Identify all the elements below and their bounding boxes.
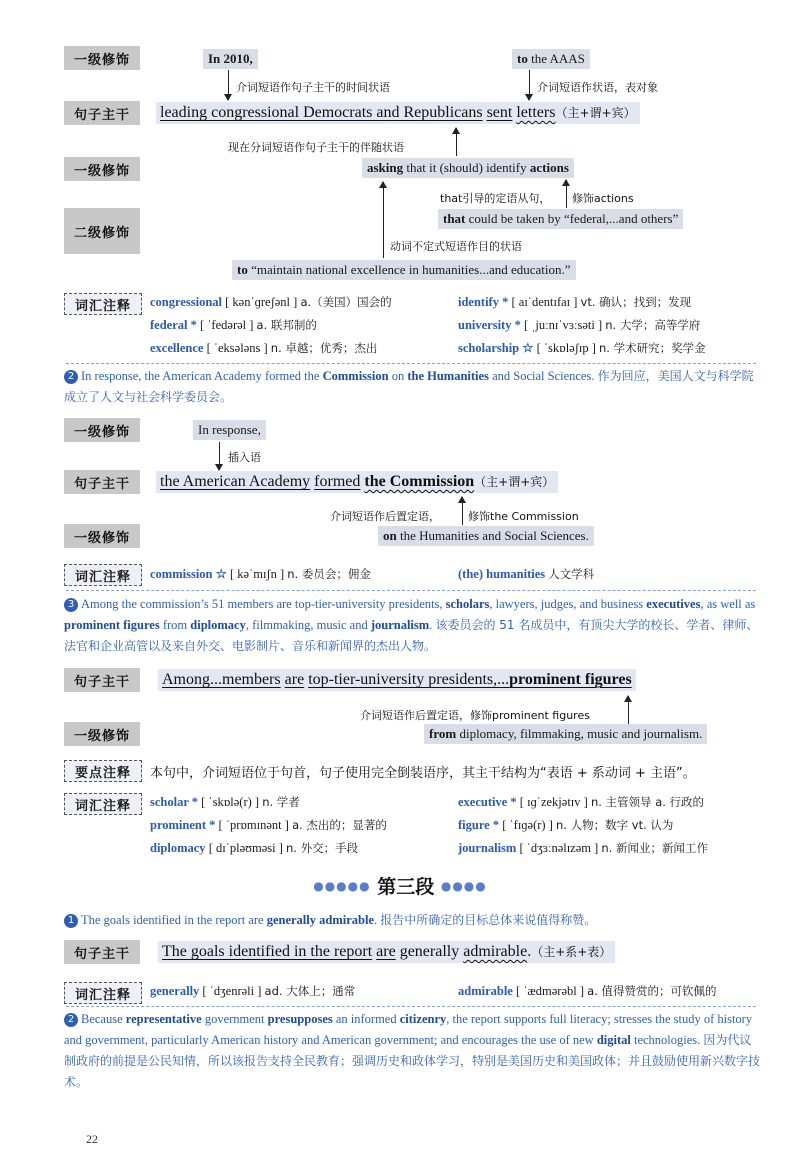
p5-text: , the report supports full literacy; stresses the study of history and government, particularly American history and American government; and encourages the use of new (64, 1012, 753, 1047)
vocab1-excellence (150, 340, 377, 356)
vocab3-executive (458, 794, 704, 810)
vocab3-word: figure * (458, 818, 500, 832)
p2-bold: Commission (322, 369, 389, 383)
chip-that-clause (438, 209, 683, 229)
main1-verb: sent (486, 104, 513, 121)
vocab3-phon: [ ˈprɒmɪnənt ] (218, 818, 289, 832)
vocab1-def: a.（美国）国会的 (300, 295, 392, 309)
p3-bold: scholars (445, 597, 490, 611)
vocab1-phon: [ kənˈɡreʃənl ] (225, 295, 298, 309)
label-level1-modifier: 一级修饰 (64, 46, 140, 70)
p5-bold: representative (125, 1012, 202, 1026)
vocab2-word: (the) humanities (458, 567, 546, 581)
label-main-clause-4: 句子主干 (64, 940, 140, 964)
p3-bold: journalism (370, 618, 430, 632)
title-dots-left: ●●●●● (313, 879, 371, 893)
section-title (0, 872, 800, 899)
chip-that-word: that (443, 211, 466, 226)
chip-that-rest: could be taken by “federal,...and others” (465, 211, 679, 226)
vocab1-def: n. 卓越；优秀；杰出 (270, 341, 378, 355)
p3-bold: prominent figures (64, 618, 160, 632)
p3-bold: executives (646, 597, 701, 611)
p5-bold: citizenry (399, 1012, 447, 1026)
section-title-text: 第三段 (377, 876, 435, 898)
label-main-clause-1: 句子主干 (64, 101, 140, 125)
vocab1-phon: [ ˈfedərəl ] (199, 318, 254, 332)
vocab3-phon: [ dɪˈpləʊməsi ] (208, 841, 283, 855)
vocab3-prominent (150, 817, 387, 833)
label-main-clause-3: 句子主干 (64, 668, 140, 692)
main3-subject-b: prominent figures (509, 671, 632, 688)
sentence-number: 3 (64, 598, 78, 612)
p3-text: , as well as (700, 597, 756, 611)
vocab1-word: excellence (150, 341, 204, 355)
label-level1-modifier-2: 一级修饰 (64, 157, 140, 181)
p4-text: The goals identified in the report are (81, 913, 267, 927)
vocab1-phon: [ ˌjuːnɪˈvɜːsəti ] (523, 318, 603, 332)
main3-verb: are (284, 671, 305, 688)
arrow-down-insert (219, 442, 220, 470)
vocab2-word: commission ☆ (150, 567, 227, 581)
vocab3-def: a. 杰出的；显著的 (292, 818, 387, 832)
vocab1-phon: [ ˈskɒləʃɪp ] (536, 341, 596, 355)
label-vocab-3: 词汇注释 (64, 793, 142, 815)
vocab1-word: identify * (458, 295, 509, 309)
paragraph-2-sentence-2 (64, 366, 760, 408)
label-level1-modifier-5: 一级修饰 (64, 722, 140, 746)
p2-translation: 作为回应，美国人文与科学院成立了人文与社会科学委员会。 (64, 369, 754, 404)
key-note-text: 本句中，介词短语位于句首，句子使用完全倒装语序，其主干结构为“表语 + 系动词 + 主语”。 (150, 766, 696, 781)
vocab3-def: n. 外交；手段 (286, 841, 359, 855)
separator-2 (66, 590, 756, 591)
chip-to-maintain (232, 260, 576, 280)
vocab3-phon: [ ˈskɒlə(r) ] (201, 795, 260, 809)
label-vocab-2: 词汇注释 (64, 564, 142, 586)
note-modify-actions: 修饰actions (572, 192, 634, 205)
arrow-up-participle (456, 128, 457, 156)
chip-from-diplomacy (424, 724, 707, 744)
sentence-number: 2 (64, 1013, 78, 1027)
main4-tag: （主+系+表） (531, 945, 612, 959)
chip-asking (362, 158, 574, 178)
main3-predicative: Among...members (162, 671, 281, 688)
main1-object: letters (516, 104, 556, 121)
p3-text: from (159, 618, 191, 632)
chip-to-word: to (237, 262, 248, 277)
p5-bold: digital (596, 1033, 631, 1047)
vocab1-federal (150, 317, 317, 333)
separator-4 (66, 1006, 756, 1007)
vocab1-def: vt. 确认；找到；发现 (580, 295, 692, 309)
chip-asking-word: asking (367, 160, 404, 175)
note-participle: 现在分词短语作句子主干的伴随状语 (228, 141, 404, 154)
vocab1-def: n. 大学；高等学府 (605, 318, 701, 332)
p3-text: , lawyers, judges, and business (489, 597, 647, 611)
vocab1-congressional (150, 294, 392, 310)
note-that-clause (440, 190, 550, 206)
main3-subject-a: top-tier-university presidents,... (308, 671, 510, 688)
p2-bold: the Humanities (407, 369, 489, 383)
vocab3-def: n. 新闻业；新闻工作 (601, 841, 709, 855)
vocab3-diplomacy (150, 840, 358, 856)
vocab1-word: congressional (150, 295, 222, 309)
main2-object: the Commission (364, 473, 475, 490)
sentence-number: 2 (64, 370, 78, 384)
main-clause-1 (156, 102, 640, 124)
vocab3-word: journalism (458, 841, 517, 855)
main-clause-3 (158, 669, 636, 691)
note-modify-commission: 修饰the Commission (468, 510, 579, 523)
main4-adverb: generally (399, 943, 460, 960)
note-post-attributive-3: 介词短语作后置定语，修饰prominent figures (360, 709, 590, 722)
p5-text: government (201, 1012, 268, 1026)
vocab1-phon: [ aɪˈdentɪfaɪ ] (511, 295, 578, 309)
p5-text: an informed (332, 1012, 400, 1026)
vocab3-def: n. 人物；数字 vt. 认为 (556, 818, 674, 832)
main-clause-2 (156, 471, 558, 493)
label-vocab-4: 词汇注释 (64, 982, 142, 1004)
arrow-down-time (228, 70, 229, 100)
vocab3-phon: [ ˈfɪɡə(r) ] (502, 818, 553, 832)
chip-in-2010: In 2010, (203, 49, 258, 69)
main4-predicative: admirable (463, 943, 528, 960)
paragraph-3-sentence-1 (64, 910, 760, 931)
vocab3-word: prominent * (150, 818, 216, 832)
chip-on-rest: the Humanities and Social Sciences. (396, 528, 589, 543)
main4-period: . (527, 943, 532, 960)
vocab1-word: scholarship ☆ (458, 341, 534, 355)
main2-tag: （主+谓+宾） (474, 475, 555, 489)
arrow-up-that-clause (566, 180, 567, 208)
page-number: 22 (86, 1132, 98, 1146)
vocab4-def: ad. 大体上；通常 (264, 984, 356, 998)
vocab3-word: scholar * (150, 795, 199, 809)
vocab3-word: executive * (458, 795, 517, 809)
vocab3-word: diplomacy (150, 841, 206, 855)
label-main-clause-2: 句子主干 (64, 470, 140, 494)
vocab4-phon: [ ˈædmərəbl ] (515, 984, 585, 998)
main-clause-4 (158, 941, 615, 963)
note-that-clause-a: that引导的定语从句， (440, 192, 551, 205)
chip-to-the-aaas: to the AAAS (512, 49, 590, 69)
p2-text: In response, the American Academy formed the (81, 369, 323, 383)
chip-from-rest: diplomacy, filmmaking, music and journalism. (456, 726, 703, 741)
chip-on-humanities (378, 526, 594, 546)
vocab2-def: n. 委员会；佣金 (287, 567, 371, 581)
vocab3-scholar (150, 794, 300, 810)
label-key-note: 要点注释 (64, 760, 142, 782)
vocab1-word: university * (458, 318, 521, 332)
note-insertion: 插入语 (228, 451, 261, 464)
vocab4-generally (150, 983, 355, 999)
note-time-adverbial: 介词短语作句子主干的时间状语 (236, 81, 390, 94)
vocab3-figure (458, 817, 673, 833)
main1-tag: （主+谓+宾） (555, 106, 636, 120)
main4-verb: are (376, 943, 396, 960)
chip-aaas-text: the AAAS (527, 51, 585, 66)
p5-bold: presupposes (267, 1012, 333, 1026)
paragraph-3-sentence-2 (64, 1009, 760, 1093)
p2-text: and Social Sciences. (488, 369, 598, 383)
note-post-attributive: 介词短语作后置定语， (330, 510, 440, 523)
p2-text: on (388, 369, 408, 383)
p4-bold: generally admirable (266, 913, 374, 927)
vocab2-commission (150, 566, 371, 582)
p4-text: . (373, 913, 381, 927)
label-level1-modifier-3: 一级修饰 (64, 418, 140, 442)
chip-in-response: In response, (193, 420, 266, 440)
main2-subject: the American Academy (160, 473, 311, 490)
arrow-up-post-3 (628, 696, 629, 724)
label-vocab-1: 词汇注释 (64, 293, 142, 315)
vocab3-def: n. 主管领导 a. 行政的 (590, 795, 705, 809)
main1-subject: leading congressional Democrats and Republicans (160, 104, 483, 121)
vocab1-def: a. 联邦制的 (256, 318, 317, 332)
vocab3-def: n. 学者 (262, 795, 300, 809)
chip-to-rest: “maintain national excellence in humanities...and education.” (247, 262, 571, 277)
p5-text: Because (81, 1012, 126, 1026)
arrow-down-object (529, 70, 530, 100)
vocab3-phon: [ ˈdʒɜːnəlɪzəm ] (519, 841, 599, 855)
vocab2-def: 人文学科 (548, 567, 595, 581)
chip-asking-rest: that it (should) identify (403, 160, 530, 175)
vocab1-word: federal * (150, 318, 197, 332)
p3-bold: diplomacy (190, 618, 246, 632)
vocab1-university (458, 317, 700, 333)
sentence-number: 1 (64, 914, 78, 928)
vocab4-phon: [ ˈdʒenrəli ] (202, 984, 262, 998)
arrow-up-infinitive (383, 182, 384, 258)
vocab3-phon: [ ɪɡˈzekjətɪv ] (519, 795, 588, 809)
label-level1-modifier-4: 一级修饰 (64, 524, 140, 548)
p3-text: , filmmaking, music and (245, 618, 371, 632)
vocab4-word: admirable (458, 984, 513, 998)
vocab1-identify (458, 294, 691, 310)
p3-text: . (429, 618, 436, 632)
vocab1-scholarship (458, 340, 706, 356)
p5-translation: 因为代议制政府的前提是公民知情，所以该报告支持全民教育；强调历史和政体学习，特别是美国历史和美国政体；并且鼓励使用新兴数字技术。 (64, 1033, 761, 1089)
vocab3-journalism (458, 840, 708, 856)
vocab2-humanities (458, 566, 594, 582)
separator-1 (66, 363, 756, 364)
chip-on-word: on (383, 528, 397, 543)
arrow-up-post (462, 497, 463, 525)
main2-verb: formed (314, 473, 361, 490)
title-dots-right: ●●●● (440, 879, 487, 893)
paragraph-2-sentence-3 (64, 594, 760, 657)
p3-translation: 该委员会的 51 名成员中，有顶尖大学的校长、学者、律师、法官和企业高管以及来自外交、电影制片、音乐和新闻界的杰出人物。 (64, 618, 759, 653)
p4-translation: 报告中所确定的目标总体来说值得称赞。 (380, 913, 597, 927)
chip-from-word: from (429, 726, 457, 741)
label-level2-modifier: 二级修饰 (64, 208, 140, 254)
note-object-adverbial: 介词短语作状语，表对象 (537, 81, 658, 94)
vocab2-phon: [ kəˈmɪʃn ] (229, 567, 285, 581)
vocab4-def: a. 值得赞赏的；可钦佩的 (587, 984, 717, 998)
main4-subject: The goals identified in the report (162, 943, 373, 960)
vocab1-def: n. 学术研究；奖学金 (599, 341, 706, 355)
vocab4-admirable (458, 983, 717, 999)
note-infinitive: 动词不定式短语作目的状语 (390, 240, 522, 253)
p3-text: Among the commission’s 51 members are top-tier-university presidents, (81, 597, 446, 611)
p5-text: technologies. (630, 1033, 704, 1047)
vocab1-phon: [ ˈeksələns ] (206, 341, 268, 355)
vocab4-word: generally (150, 984, 200, 998)
chip-actions-word: actions (529, 160, 569, 175)
